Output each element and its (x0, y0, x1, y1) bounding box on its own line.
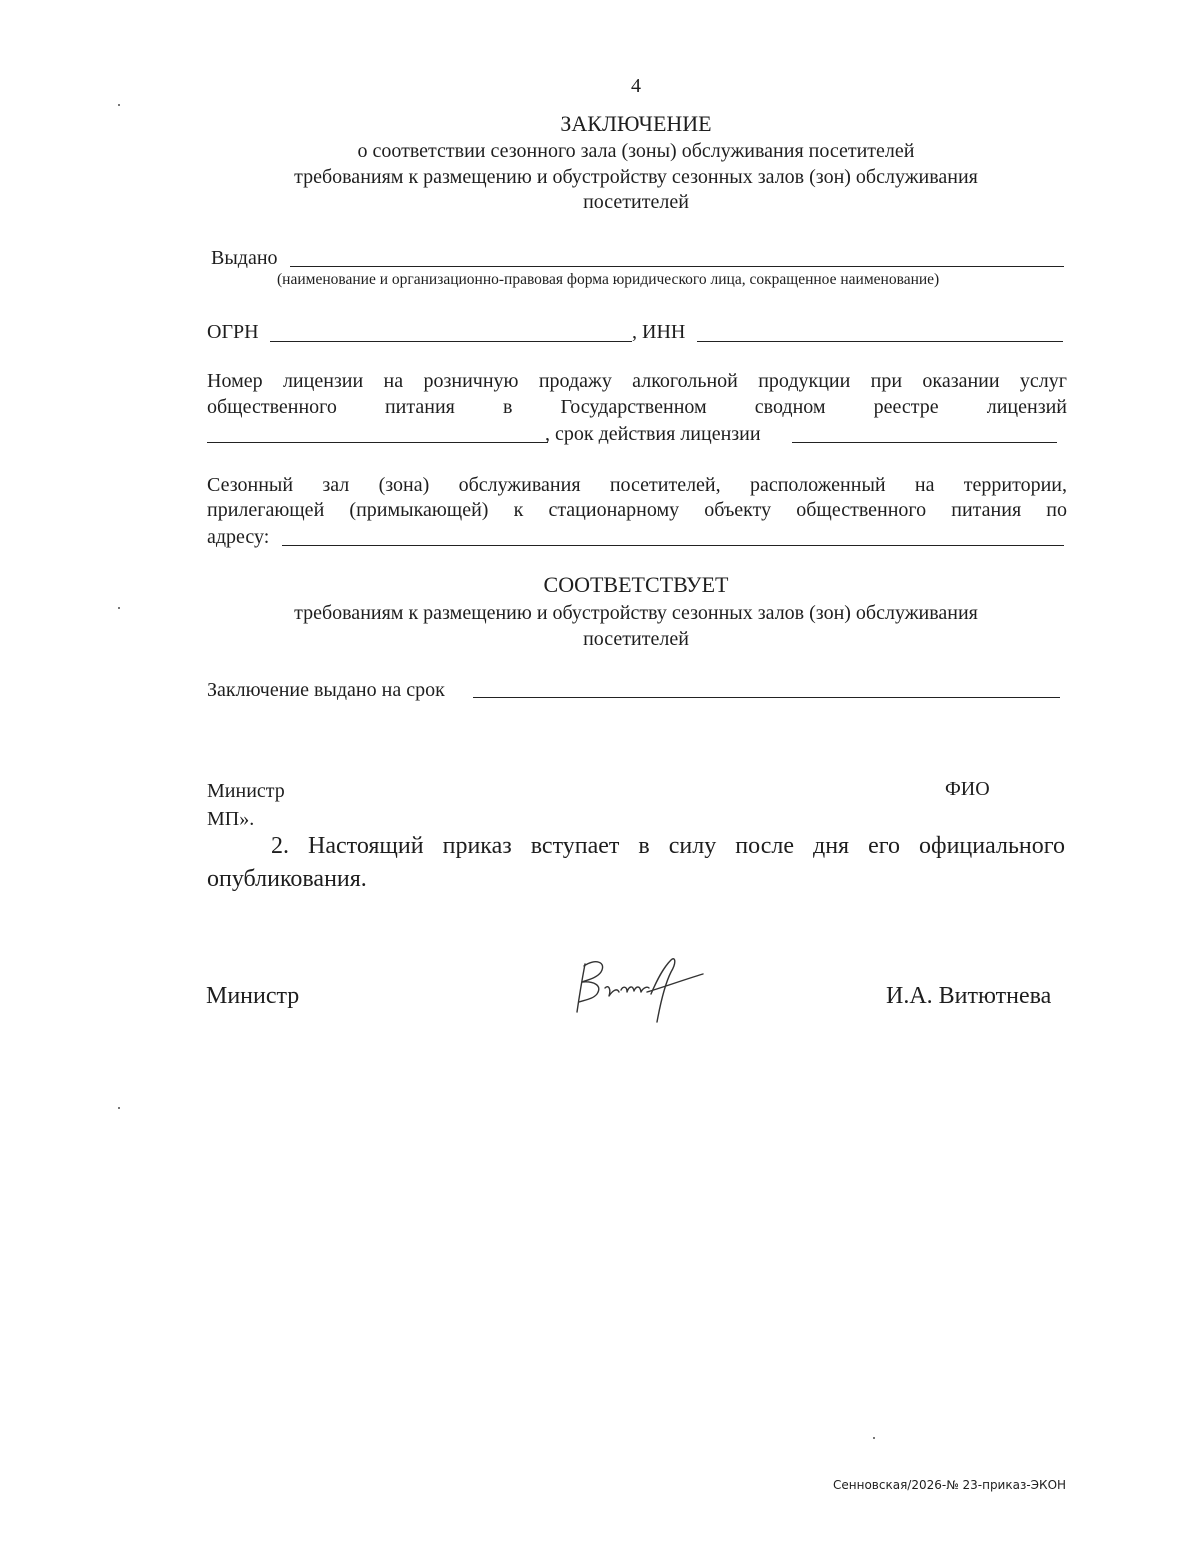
address-label: адресу: (207, 526, 270, 548)
order-paragraph2-line1: 2. Настоящий приказ вступает в силу после дня его официального (271, 833, 1065, 859)
license-validity-field-line (792, 442, 1057, 443)
inn-label: , ИНН (632, 321, 686, 343)
footer-reference: Сенновская/2026-№ 23-приказ-ЭКОН (833, 1478, 1067, 1492)
location-line2: прилегающей (примыкающей) к стационарному объекту общественного питания по (207, 499, 1067, 521)
seal-mark: МП». (207, 808, 255, 830)
verdict-line1: требованиям к размещению и обустройству сезонных залов (зон) обслуживания (294, 602, 978, 624)
address-field-line (282, 545, 1064, 546)
issued-caption: (наименование и организационно-правовая форма юридического лица, сокращенное наименование) (277, 271, 940, 288)
conclusion-subtitle-line3: посетителей (583, 191, 689, 213)
verdict-heading: СООТВЕТСТВУЕТ (543, 572, 729, 597)
page-number: 4 (631, 75, 641, 97)
signature-position: Министр (206, 983, 300, 1009)
scan-speck (118, 104, 120, 106)
location-line1: Сезонный зал (зона) обслуживания посетителей, расположенный на территории, (207, 474, 1067, 496)
license-number-field-line (207, 442, 548, 443)
issued-label: Выдано (211, 247, 278, 269)
license-line1: Номер лицензии на розничную продажу алкогольной продукции при оказании услуг (207, 370, 1067, 392)
conclusion-heading: ЗАКЛЮЧЕНИЕ (560, 111, 712, 136)
inn-field-line (697, 341, 1063, 342)
scan-speck (118, 1107, 120, 1109)
signature-name: И.А. Витютнева (886, 983, 1052, 1009)
scan-speck (873, 1437, 875, 1439)
form-signature-position: Министр (207, 780, 285, 802)
term-field-line (473, 697, 1060, 698)
license-validity-label: , срок действия лицензии (545, 423, 761, 445)
verdict-line2: посетителей (583, 628, 689, 650)
conclusion-subtitle-line2: требованиям к размещению и обустройству сезонных залов (зон) обслуживания (294, 166, 978, 188)
handwritten-signature (565, 950, 715, 1030)
issued-field-line (290, 266, 1064, 267)
conclusion-subtitle-line1: о соответствии сезонного зала (зоны) обслуживания посетителей (357, 140, 915, 162)
term-label: Заключение выдано на срок (207, 679, 445, 701)
order-paragraph2-line2: опубликования. (207, 866, 367, 892)
license-line2: общественного питания в Государственном сводном реестре лицензий (207, 396, 1067, 418)
ogrn-field-line (270, 341, 632, 342)
ogrn-label: ОГРН (207, 321, 259, 343)
form-signature-name-placeholder: ФИО (945, 778, 990, 800)
